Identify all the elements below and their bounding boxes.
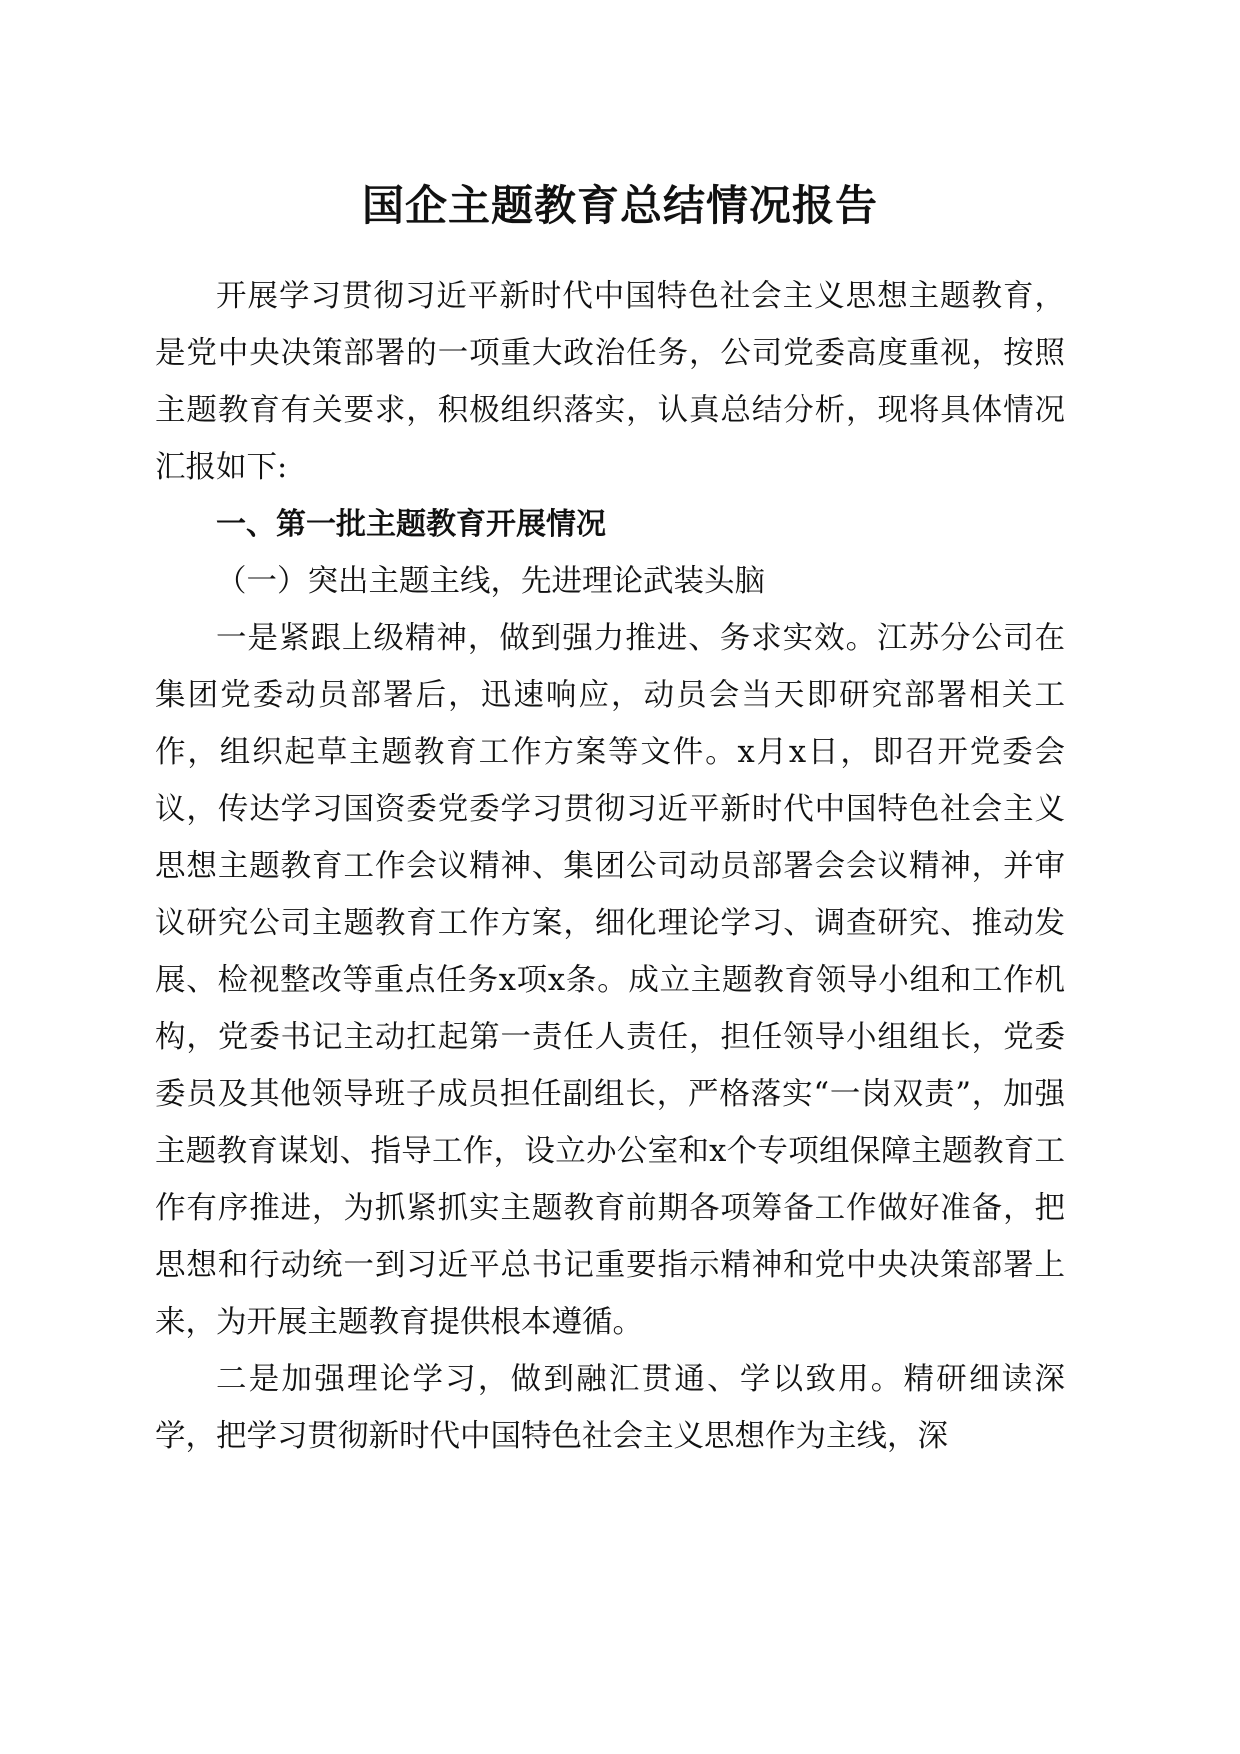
body-paragraph: 一是紧跟上级精神，做到强力推进、务求实效。江苏分公司在集团党委动员部署后，迅速响应，动员会当天即研究部署相关工作，组织起草主题教育工作方案等文件。x月x日，即召开党委会议，传达学习国资委党委学习贯彻习近平新时代中国特色社会主义思想主题教育工作会议精神、集团公司动员部署会会议精神，并审议研究公司主题教育工作方案，细化理论学习、调查研究、推动发展、检视整改等重点任务x项x条。成立主题教育领导小组和工作机构，党委书记主动扛起第一责任人责任，担任领导小组组长，党委委员及其他领导班子成员担任副组长，严格落实“一岗双责”，加强主题教育谋划、指导工作，设立办公室和x个专项组保障主题教育工作有序推进，为抓紧抓实主题教育前期各项筹备工作做好准备，把思想和行动统一到习近平总书记重要指示精神和党中央决策部署上来，为开展主题教育提供根本遵循。 bbox=[155, 621, 1065, 1340]
subsection-heading: （一）突出主题主线，先进理论武装头脑 bbox=[216, 564, 765, 599]
section-heading: 一、第一批主题教育开展情况 bbox=[216, 507, 606, 542]
document-title: 国企主题教育总结情况报告 bbox=[361, 181, 878, 230]
document-body bbox=[155, 268, 1065, 1465]
intro-paragraph: 开展学习贯彻习近平新时代中国特色社会主义思想主题教育，是党中央决策部署的一项重大政治任务，公司党委高度重视，按照主题教育有关要求，积极组织落实，认真总结分析，现将具体情况汇报如下: bbox=[155, 279, 1065, 485]
body-paragraph: 二是加强理论学习，做到融汇贯通、学以致用。精研细读深学，把学习贯彻新时代中国特色社会主义思想作为主线，深 bbox=[155, 1362, 1065, 1454]
